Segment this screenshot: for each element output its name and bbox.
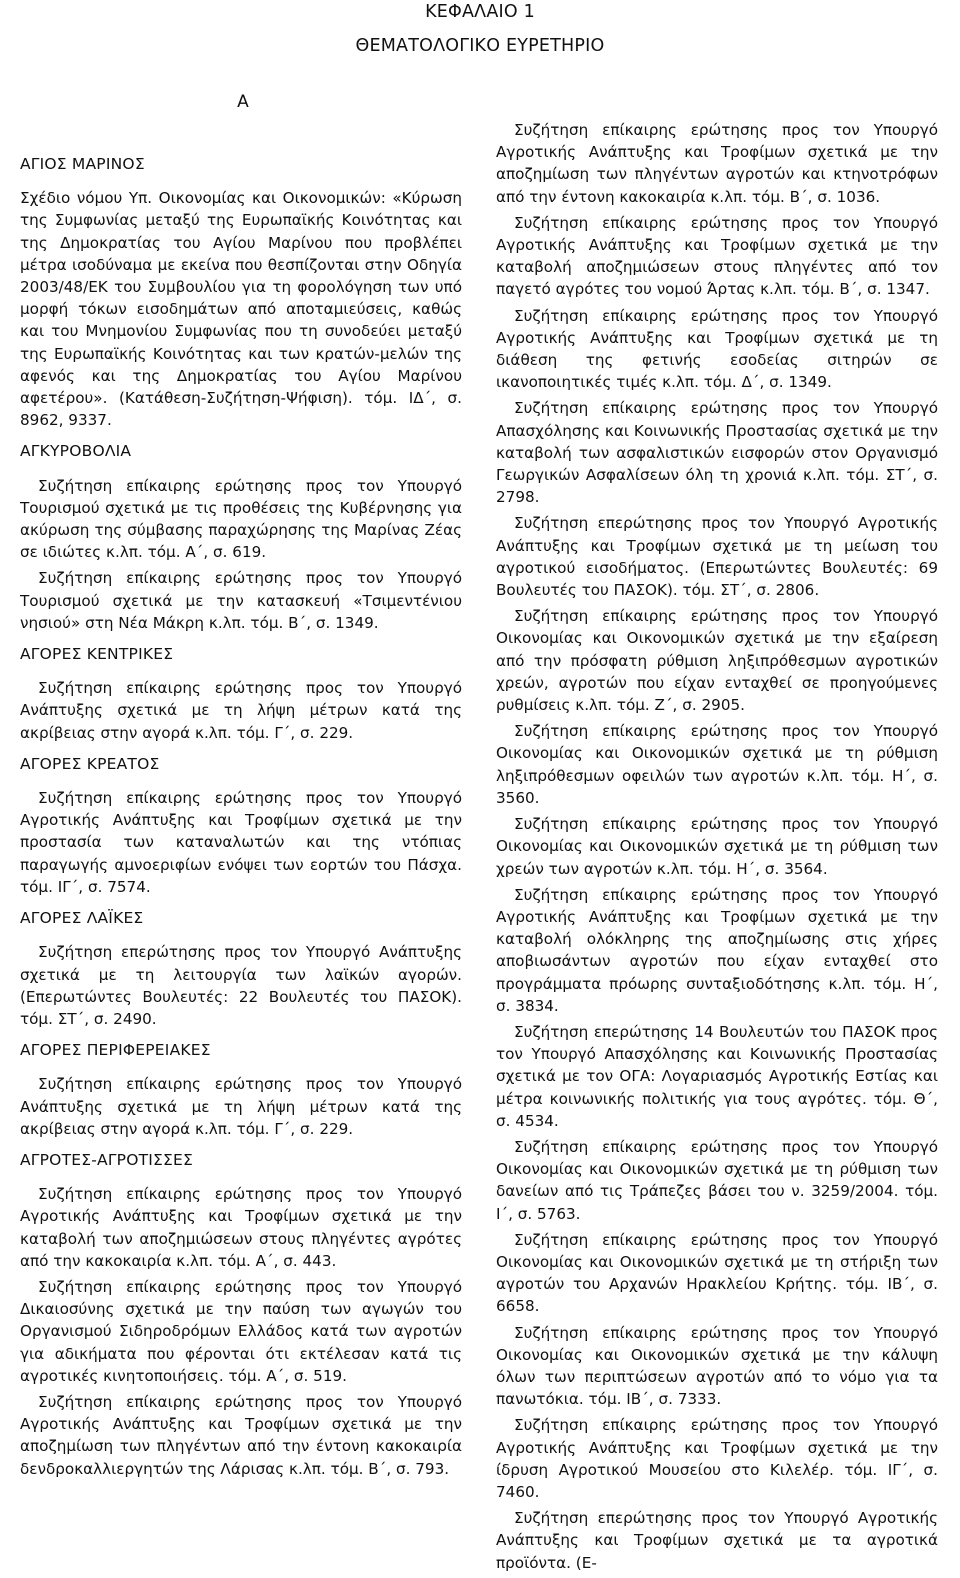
heading-agrotes-agrotisses: ΑΓΡΟΤΕΣ-ΑΓΡΟΤΙΣΣΕΣ — [20, 1150, 194, 1169]
index-entry: Συζήτηση επίκαιρης ερώτησης προς τον Υπουργό Ανάπτυξης σχετικά με τη λήψη μέτρων κατά της ακρίβειας στην αγορά κ.λπ. τόμ. Γ΄, σ. 229. — [20, 1075, 462, 1138]
index-entry: Συζήτηση επίκαιρης ερώτησης προς τον Υπουργό Δικαιοσύνης σχετικά με την παύση των αγωγών του Οργανισμού Σιδηροδρόμων Ελλάδος κατά των αγροτών για αδικήματα που φέρονται ότι εκτέλεσαν κατά τις αγροτικές κινητοποιήσεις. τόμ. Α΄, σ. 519. — [20, 1277, 462, 1385]
index-entry: Συζήτηση επίκαιρης ερώτησης προς τον Υπουργό Αγροτικής Ανάπτυξης και Τροφίμων σχετικά με την καταβολή των αποζημιώσεων στους πληγέντες αγρότες από την κακοκαιρία κ.λπ. τόμ. Α΄, σ. 443. — [20, 1185, 462, 1270]
index-entry: Συζήτηση επίκαιρης ερώτησης προς τον Υπουργό Αγροτικής Ανάπτυξης και Τροφίμων σχετικά με την προστασία των καταναλωτών και της ντόπιας παραγωγής αμνοεριφίων ενόψει των εορτών του Πάσχα. τόμ. ΙΓ΄, σ. 7574. — [20, 789, 462, 896]
index-entry: Συζήτηση επίκαιρης ερώτησης προς τον Υπουργό Αγροτικής Ανάπτυξης και Τροφίμων σχετικά με την αποζημίωση των πληγέντων αγροτών και κτηνοτρόφων από την έντονη κακοκαιρία κ.λπ. τόμ. Β΄, σ. 1036. — [496, 121, 938, 206]
index-entry: Συζήτηση επερώτησης προς τον Υπουργό Αγροτικής Ανάπτυξης και Τροφίμων σχετικά με τα αγροτικά προϊόντα. (Ε- — [496, 1509, 938, 1572]
index-entry: Συζήτηση επίκαιρης ερώτησης προς τον Υπουργό Αγροτικής Ανάπτυξης και Τροφίμων σχετικά με την αποζημίωση των πληγέντων από την έντονη κακοκαιρία δενδροκαλλιεργητών της Λάρισας κ.λπ. τόμ. Β΄, σ. 793. — [20, 1392, 462, 1478]
right-column — [496, 119, 938, 1578]
index-entry: Συζήτηση επίκαιρης ερώτησης προς τον Υπουργό Αγροτικής Ανάπτυξης και Τροφίμων σχετικά με την καταβολή αποζημιώσεων στους πληγέντες από τον παγετό αγρότες του νομού Άρτας κ.λπ. τόμ. Β΄, σ. 1347. — [496, 213, 938, 299]
heading-agores-kentrikes: ΑΓΟΡΕΣ ΚΕΝΤΡΙΚΕΣ — [20, 645, 174, 664]
index-entry: Συζήτηση επίκαιρης ερώτησης προς τον Υπουργό Τουρισμού σχετικά με την κατασκευή «Τσιμεντένιου νησιού» στη Νέα Μάκρη κ.λπ. τόμ. Β΄, σ. 1349. — [20, 569, 462, 632]
heading-agores-perifereiakes: ΑΓΟΡΕΣ ΠΕΡΙΦΕΡΕΙΑΚΕΣ — [20, 1041, 211, 1060]
left-column — [20, 86, 462, 1484]
index-entry: Συζήτηση επίκαιρης ερώτησης προς τον Υπουργό Απασχόλησης και Κοινωνικής Προστασίας σχετικά με την καταβολή των ασφαλιστικών εισφορών στον Οργανισμό Γεωργικών Ασφαλίσεων όλη τη χρονιά κ.λπ. τόμ. ΣΤ΄, σ. 2798. — [496, 399, 938, 507]
heading-agios-marinos: ΑΓΙΟΣ ΜΑΡΙΝΟΣ — [20, 155, 145, 173]
index-entry: Συζήτηση επερώτησης προς τον Υπουργό Ανάπτυξης σχετικά με τη λειτουργία των λαϊκών αγορών. (Επερωτώντες Βουλευτές: 22 Βουλευτές του ΠΑΣΟΚ). τόμ. ΣΤ΄, σ. 2490. — [20, 943, 462, 1028]
index-entry: Συζήτηση επίκαιρης ερώτησης προς τον Υπουργό Αγροτικής Ανάπτυξης και Τροφίμων σχετικά με την καταβολή ολόκληρης της αποζημίωσης στις χήρες αποβιωσάντων αγροτών που είχαν ενταχθεί στο προγράμματα πρόωρης συνταξιοδότησης κ.λπ. τόμ. Η΄, σ. 3834. — [496, 885, 938, 1015]
index-entry: Συζήτηση επίκαιρης ερώτησης προς τον Υπουργό Ανάπτυξης σχετικά με τη λήψη μέτρων κατά της ακρίβειας στην αγορά κ.λπ. τόμ. Γ΄, σ. 229. — [20, 679, 462, 742]
index-entry: Συζήτηση επίκαιρης ερώτησης προς τον Υπουργό Αγροτικής Ανάπτυξης και Τροφίμων σχετικά με την ίδρυση Αγροτικού Μουσείου στο Κιλελέρ. τόμ. ΙΓ΄, σ. 7460. — [496, 1416, 938, 1501]
index-entry: Συζήτηση επίκαιρης ερώτησης προς τον Υπουργό Οικονομίας και Οικονομικών σχετικά με την κάλυψη όλων των περιπτώσεων αγροτών από το νόμο για τα πανωτόκια. τόμ. ΙΒ΄, σ. 7333. — [496, 1323, 938, 1409]
index-entry: Σχέδιο νόμου Υπ. Οικονομίας και Οικονομικών: «Κύρωση της Συμφωνίας μεταξύ της Ευρωπαϊκής Κοινότητας και της Δημοκρατίας του Αγίου Μαρίνου που προβλέπει μέτρα ισοδύναμα με εκείνα που θεσπίζονται στην Οδηγία 2003/48/ΕΚ του Συμβουλίου για τη φορολόγηση των υπό μορφή τόκων εισοδημάτων από αποταμιεύσεις, καθώς και του Μνημονίου Συμφωνίας που τη συνοδεύει μεταξύ της Ευρωπαϊκής Κοινότητας και των κρατών-μελών της αφενός και της Δημοκρατίας του Αγίου Μαρίνου αφετέρου». (Κατάθεση-Συζήτηση-Ψήφιση). τόμ. ΙΔ΄, σ. 8962, 9337. — [20, 189, 462, 430]
index-entry: Συζήτηση επίκαιρης ερώτησης προς τον Υπουργό Τουρισμού σχετικά με τις προθέσεις της Κυβέρνησης για ακύρωση της σύμβασης παραχώρησης της Μαρίνας Ζέας σε ιδιώτες κ.λπ. τόμ. Α΄, σ. 619. — [20, 476, 462, 562]
index-entry: Συζήτηση επίκαιρης ερώτησης προς τον Υπουργό Οικονομίας και Οικονομικών σχετικά με τη ρύθμιση των χρεών των αγροτών κ.λπ. τόμ. Η΄, σ. 3564. — [496, 815, 938, 878]
index-entry: Συζήτηση επερώτησης προς τον Υπουργό Αγροτικής Ανάπτυξης και Τροφίμων σχετικά με τη μείωση του αγροτικού εισοδήματος. (Επερωτώντες Βουλευτές: 69 Βουλευτές του ΠΑΣΟΚ). τόμ. ΣΤ΄, σ. 2806. — [496, 514, 938, 600]
index-entry: Συζήτηση επίκαιρης ερώτησης προς τον Υπουργό Οικονομίας και Οικονομικών σχετικά με την εξαίρεση από την πρόσφατη ρύθμιση ληξιπρόθεσμων αγροτικών χρεών, αγροτών που είχαν ενταχθεί σε προηγούμενες ρυθμίσεις κ.λπ. τόμ. Ζ΄, σ. 2905. — [496, 607, 938, 715]
index-entry: Συζήτηση επίκαιρης ερώτησης προς τον Υπουργό Οικονομίας και Οικονομικών σχετικά με τη στήριξη των αγροτών του Αρχανών Ηρακλείου Κρήτης. τόμ. ΙΒ΄, σ. 6658. — [496, 1230, 938, 1316]
heading-agores-laikes: ΑΓΟΡΕΣ ΛΑΪΚΕΣ — [20, 909, 144, 928]
section-letter: Α — [237, 92, 249, 112]
index-entry: Συζήτηση επίκαιρης ερώτησης προς τον Υπουργό Οικονομίας και Οικονομικών σχετικά με τη ρύθμιση ληξιπρόθεσμων οφειλών των αγροτών κ.λπ. τόμ. Η΄, σ. 3560. — [496, 722, 938, 807]
index-entry: Συζήτηση επερώτησης 14 Βουλευτών του ΠΑΣΟΚ προς τον Υπουργό Απασχόλησης και Κοινωνικής Προστασίας σχετικά με τον ΟΓΑ: Λογαριασμός Αγροτικής Εστίας και μέτρα κοινωνικής πολιτικής για τους αγρότες. τόμ. Θ΄, σ. 4534. — [496, 1022, 938, 1130]
chapter-title: ΚΕΦΑΛΑΙΟ 1 — [425, 2, 535, 22]
index-entry: Συζήτηση επίκαιρης ερώτησης προς τον Υπουργό Οικονομίας και Οικονομικών σχετικά με τη ρύθμιση των δανείων από τις Τράπεζες βάσει του ν. 3259/2004. τόμ. Ι΄, σ. 5763. — [496, 1137, 938, 1223]
heading-agkyrovolia: ΑΓΚΥΡΟΒΟΛΙΑ — [20, 442, 132, 461]
index-title: ΘΕΜΑΤΟΛΟΓΙΚΟ ΕΥΡΕΤΗΡΙΟ — [355, 36, 605, 56]
index-entry: Συζήτηση επίκαιρης ερώτησης προς τον Υπουργό Αγροτικής Ανάπτυξης και Τροφίμων σχετικά με τη διάθεση της φετινής εσοδείας σιτηρών σε ικανοποιητικές τιμές κ.λπ. τόμ. Δ΄, σ. 1349. — [496, 306, 938, 392]
heading-agores-kreatos: ΑΓΟΡΕΣ ΚΡΕΑΤΟΣ — [20, 754, 160, 773]
